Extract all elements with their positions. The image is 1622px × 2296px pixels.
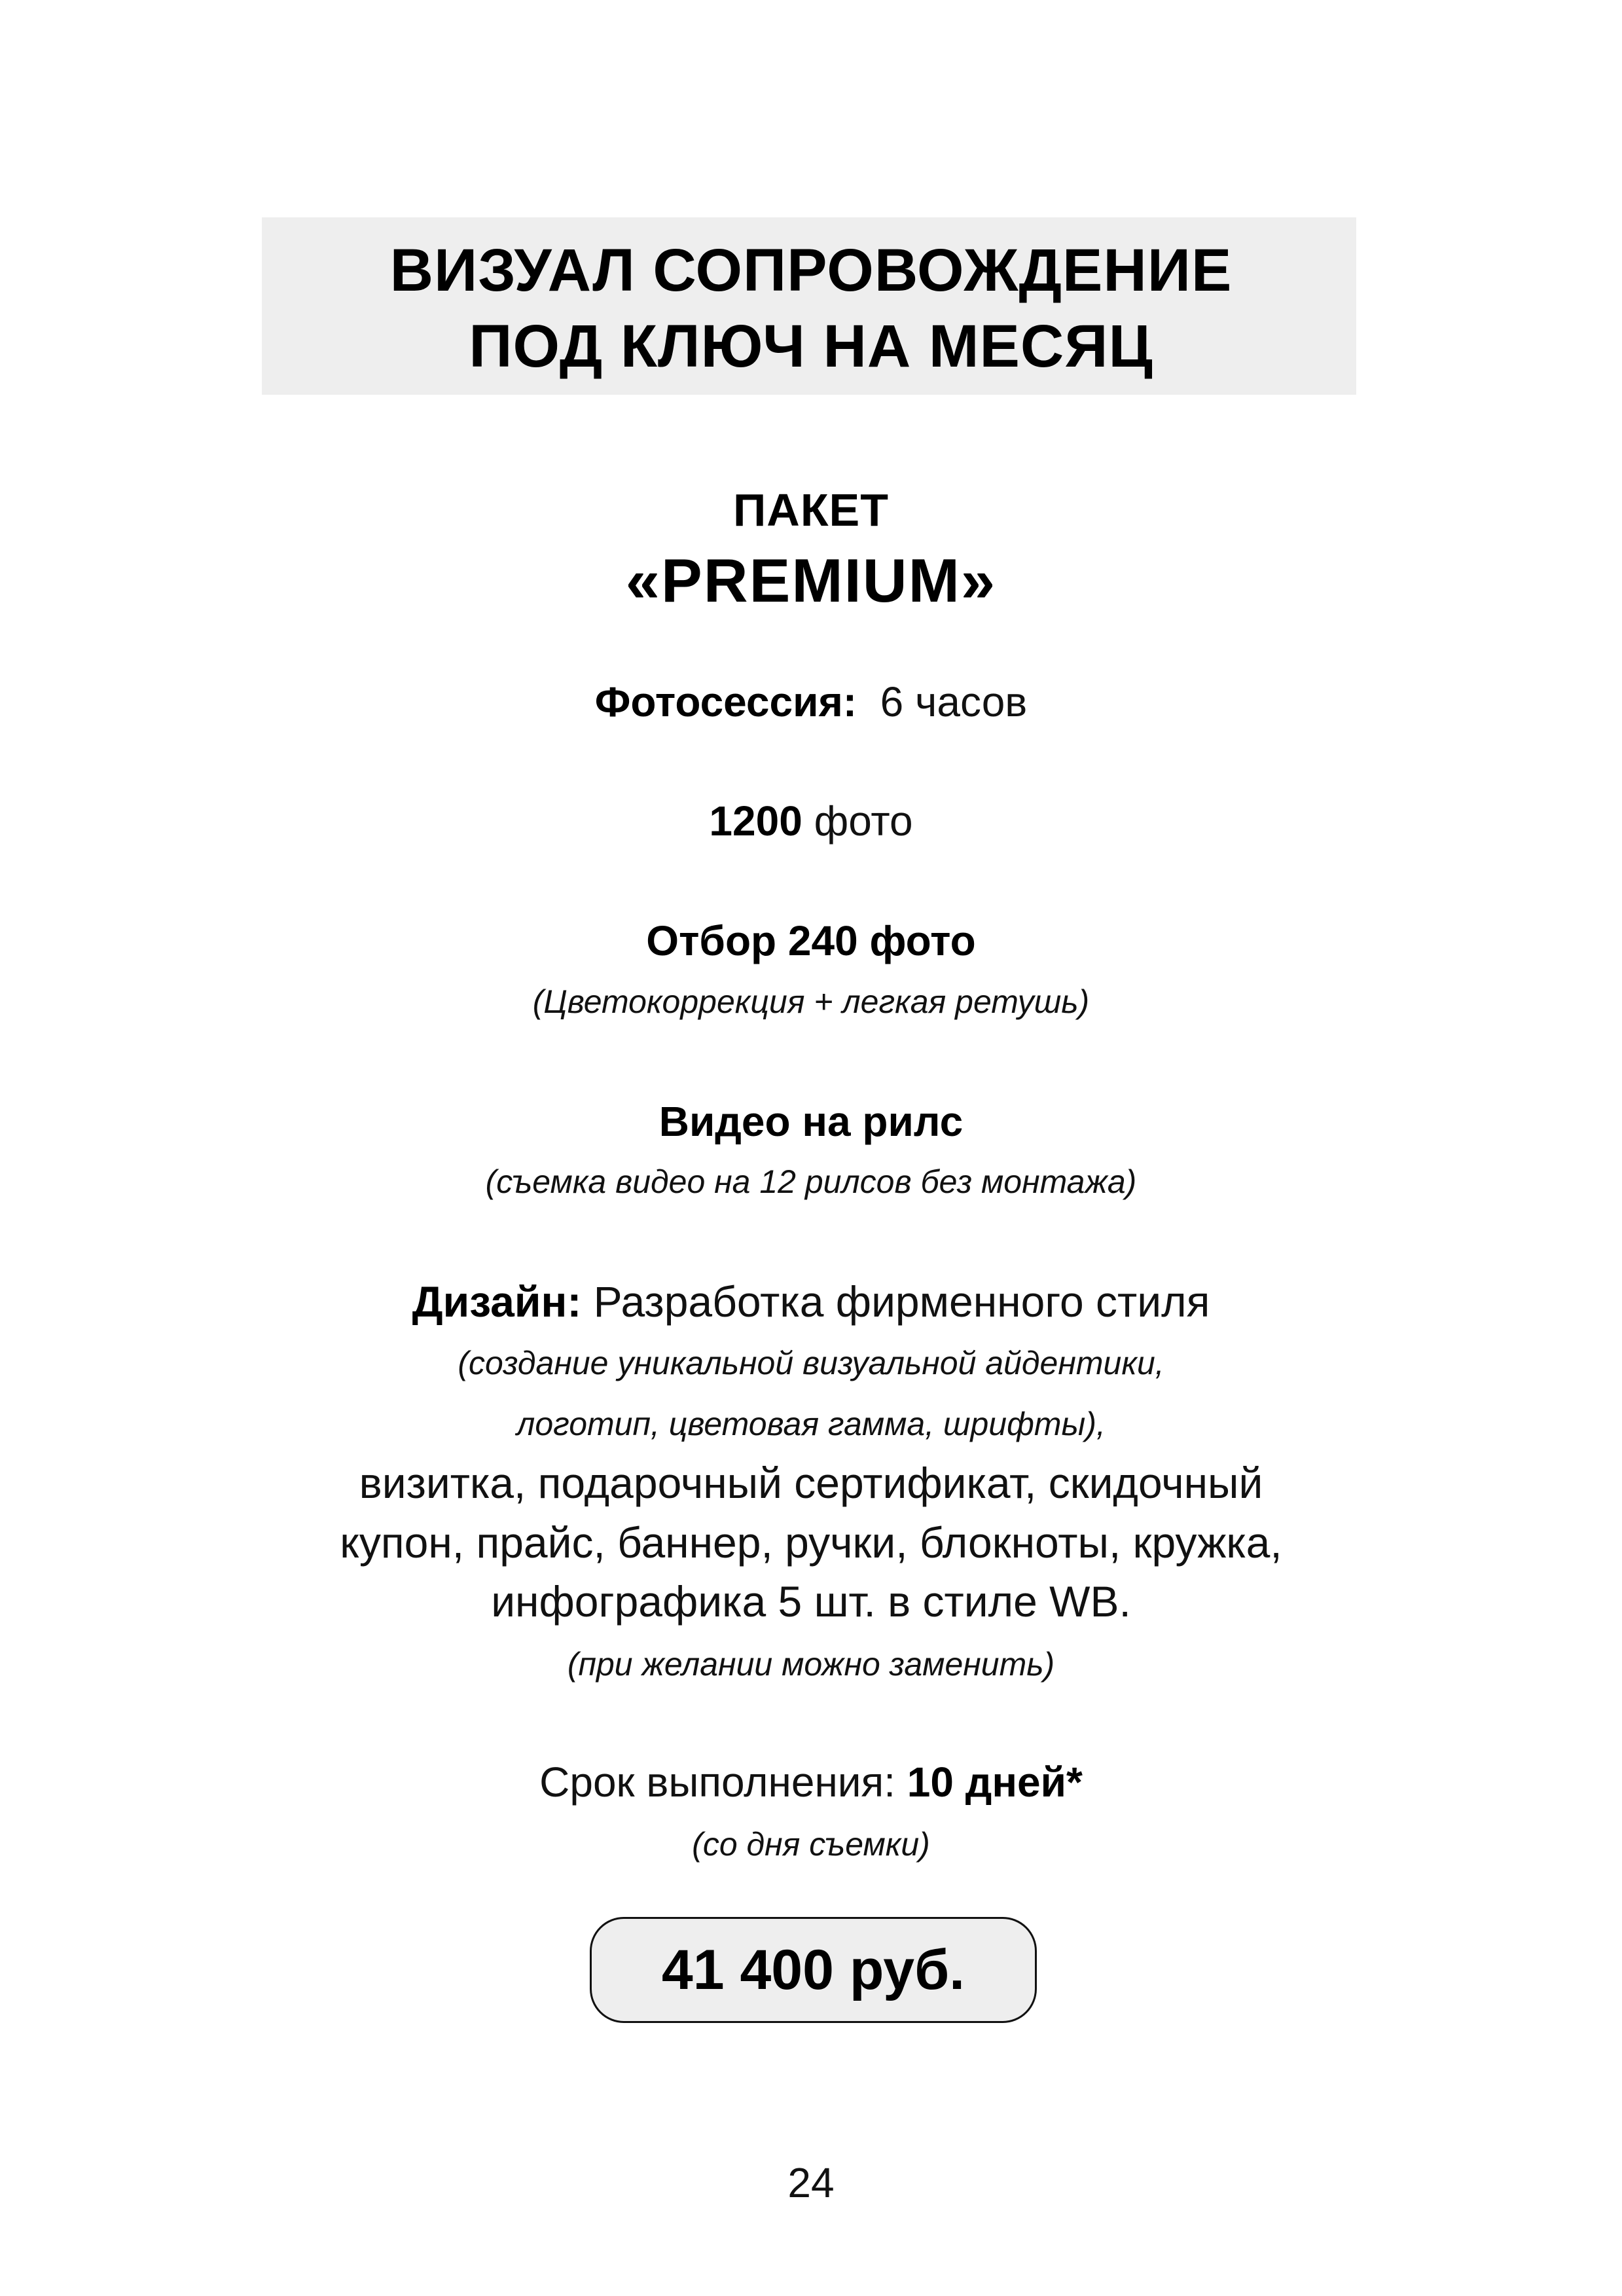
selection-note: (Цветокоррекция + легкая ретушь): [532, 983, 1090, 1020]
photo-count-row: [0, 797, 1622, 845]
design-note-line-2: логотип, цветовая гамма, шрифты),: [516, 1406, 1106, 1442]
photo-unit: фото: [814, 797, 913, 845]
deadline-value: 10 дней*: [907, 1758, 1083, 1806]
price-badge: [590, 1917, 1037, 2023]
package-label: ПАКЕТ: [732, 484, 890, 536]
photoshoot-value: 6 часов: [880, 678, 1028, 725]
design-value: Разработка фирменного стиля: [593, 1277, 1210, 1326]
video-title: Видео на рилс: [658, 1098, 964, 1145]
design-note-line-1: (создание уникальной визуальной айдентики,: [458, 1345, 1164, 1381]
design-list-line-3: инфографика 5 шт. в стиле WB.: [491, 1577, 1131, 1626]
video-note: (съемка видео на 12 рилсов без монтажа): [485, 1163, 1137, 1200]
design-list-note: (при желании можно заменить): [567, 1646, 1055, 1683]
deadline-label: Срок выполнения:: [539, 1758, 895, 1806]
design-label: Дизайн:: [412, 1277, 582, 1326]
design-list-line-1: визитка, подарочный сертификат, скидочный: [359, 1459, 1263, 1507]
design-row: [0, 1277, 1622, 1326]
deadline-row: [0, 1758, 1622, 1806]
price-amount: 41 400 руб.: [661, 1939, 965, 2001]
page-title-line-1: ВИЗУАЛ СОПРОВОЖДЕНИЕ: [389, 237, 1233, 304]
package-name: «PREMIUM»: [625, 546, 997, 615]
selection-title: Отбор 240 фото: [646, 917, 976, 964]
page-title-line-2: ПОД КЛЮЧ НА МЕСЯЦ: [469, 313, 1153, 380]
photo-count: 1200: [709, 797, 802, 845]
photoshoot-row: [0, 678, 1622, 725]
deadline-note: (со дня съемки): [692, 1826, 930, 1863]
design-list-line-2: купон, прайс, баннер, ручки, блокноты, кружка,: [340, 1518, 1282, 1567]
page-number: 24: [787, 2159, 835, 2206]
photoshoot-label: Фотосессия:: [594, 678, 857, 725]
